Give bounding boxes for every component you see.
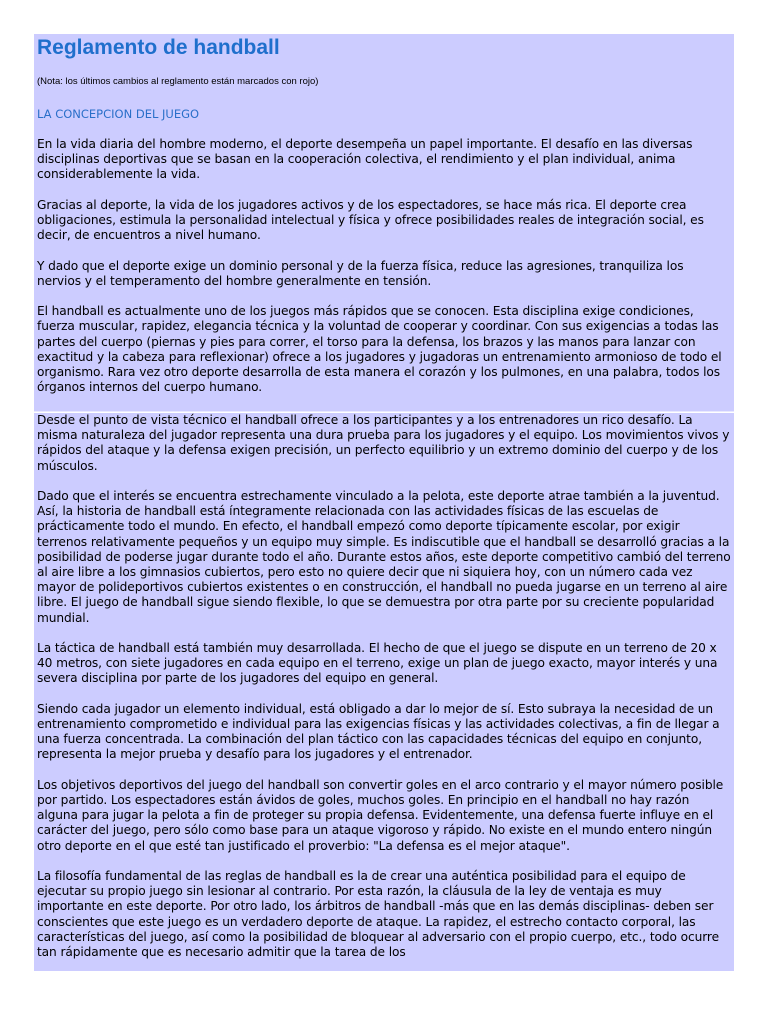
paragraph: En la vida diaria del hombre moderno, el deporte desempeña un papel importante. El desafío en las diversas disciplinas deportivas que se basan en la cooperación colectiva, el rendimiento y el plan individual, anima considerablemente la vida. xyxy=(37,137,693,182)
paragraph: Siendo cada jugador un elemento individual, está obligado a dar lo mejor de sí. Esto subraya la necesidad de un entrenamiento comprometido e individual para las exigencias físicas y las actividades colectivas, a fin de llegar a una fuerza concentrada. La combinación del plan táctico con las capacidades técnicas del equipo en conjunto, representa la mejor prueba y desafío para los jugadores y el entrenador. xyxy=(37,701,720,762)
page-divider xyxy=(34,411,734,412)
document-panel-top xyxy=(34,34,734,411)
paragraph: Los objetivos deportivos del juego del handball son convertir goles en el arco contrario y el mayor número posible por partido. Los espectadores están ávidos de goles, muchos goles. En principio en el handball no hay razón alguna para jugar la pelota a fin de proteger su propia defensa. Evidentemente, una defensa fuerte influye en el carácter del juego, pero sólo como base para un ataque vigoroso y rápido. No existe en el mundo entero ningún otro deporte en el que esté tan justificado el proverbio: "La defensa es el mejor ataque". xyxy=(37,777,724,853)
paragraph: Desde el punto de vista técnico el handball ofrece a los participantes y a los entrenadores un rico desafío. La misma naturaleza del jugador representa una dura prueba para los jugadores y el equipo. Los movimientos vivos y rápidos del ataque y la defensa exigen precisión, un perfecto equilibrio y un extremo dominio del cuerpo y de los músculos. xyxy=(37,413,730,473)
section-heading: LA CONCEPCION DEL JUEGO xyxy=(37,107,200,121)
document-title: Reglamento de handball xyxy=(37,36,280,59)
document-panel-bottom xyxy=(34,413,734,971)
paragraph: Dado que el interés se encuentra estrechamente vinculado a la pelota, este deporte atrae también a la juventud. Así, la historia de handball está íntegramente relacionada con las actividades físicas de las escuelas de prácticamente todo el mundo. En efecto, el handball empezó como deporte típicamente escolar, por exigir terrenos relativamente pequeños y un equipo muy simple. Es indiscutible que el handball se desarrolló gracias a la posibilidad de poderse jugar durante todo el año. Durante estos años, este deporte competitivo cambió del terreno al aire libre a los gimnasios cubiertos, pero esto no quiere decir que ni siquiera hoy, con un número cada vez mayor de polideportivos cubiertos existentes o en construcción, el handball no pueda jugarse en un terreno al aire libre. El juego de handball sigue siendo flexible, lo que se demuestra por otra parte por su creciente popularidad mundial. xyxy=(37,489,731,625)
paragraph: Gracias al deporte, la vida de los jugadores activos y de los espectadores, se hace más rica. El deporte crea obligaciones, estimula la personalidad intelectual y física y ofrece posibilidades reales de integración social, es decir, de encuentros a nivel humano. xyxy=(37,197,704,243)
document-page xyxy=(34,34,734,971)
paragraph: La táctica de handball está también muy desarrollada. El hecho de que el juego se dispute en un terreno de 20 x 40 metros, con siete jugadores en cada equipo en el terreno, exige un plan de juego exacto, mayor interés y una severa disciplina por parte de los jugadores del equipo en general. xyxy=(37,641,718,686)
paragraph: El handball es actualmente uno de los juegos más rápidos que se conocen. Esta disciplina exige condiciones, fuerza muscular, rapidez, elegancia técnica y la voluntad de cooperar y coordinar. Con sus exigencias a todas las partes del cuerpo (piernas y pies para correr, el torso para la defensa, los brazos y las manos para lanzar con exactitud y la cabeza para reflexionar) ofrece a los jugadores y jugadoras un entrenamiento armonioso de todo el organismo. Rara vez otro deporte desarrolla de esta manera el corazón y los pulmones, en una palabra, todos los órganos internos del cuerpo humano. xyxy=(37,304,722,395)
revision-note: (Nota: los últimos cambios al reglamento están marcados con rojo) xyxy=(37,76,319,87)
paragraph: La filosofía fundamental de las reglas de handball es la de crear una auténtica posibilidad para el equipo de ejecutar su propio juego sin lesionar al contrario. Por esta razón, la cláusula de la ley de ventaja es muy importante en este deporte. Por otro lado, los árbitros de handball -más que en las demás disciplinas- deben ser conscientes que este juego es un verdadero deporte de ataque. La rapidez, el estrecho contacto corporal, las características del juego, así como la posibilidad de bloquear al adversario con el propio cuerpo, etc., todo ocurre tan rápidamente que es necesario admitir que la tarea de los xyxy=(37,869,719,960)
paragraph: Y dado que el deporte exige un dominio personal y de la fuerza física, reduce las agresiones, tranquiliza los nervios y el temperamento del hombre generalmente en tensión. xyxy=(37,258,684,288)
